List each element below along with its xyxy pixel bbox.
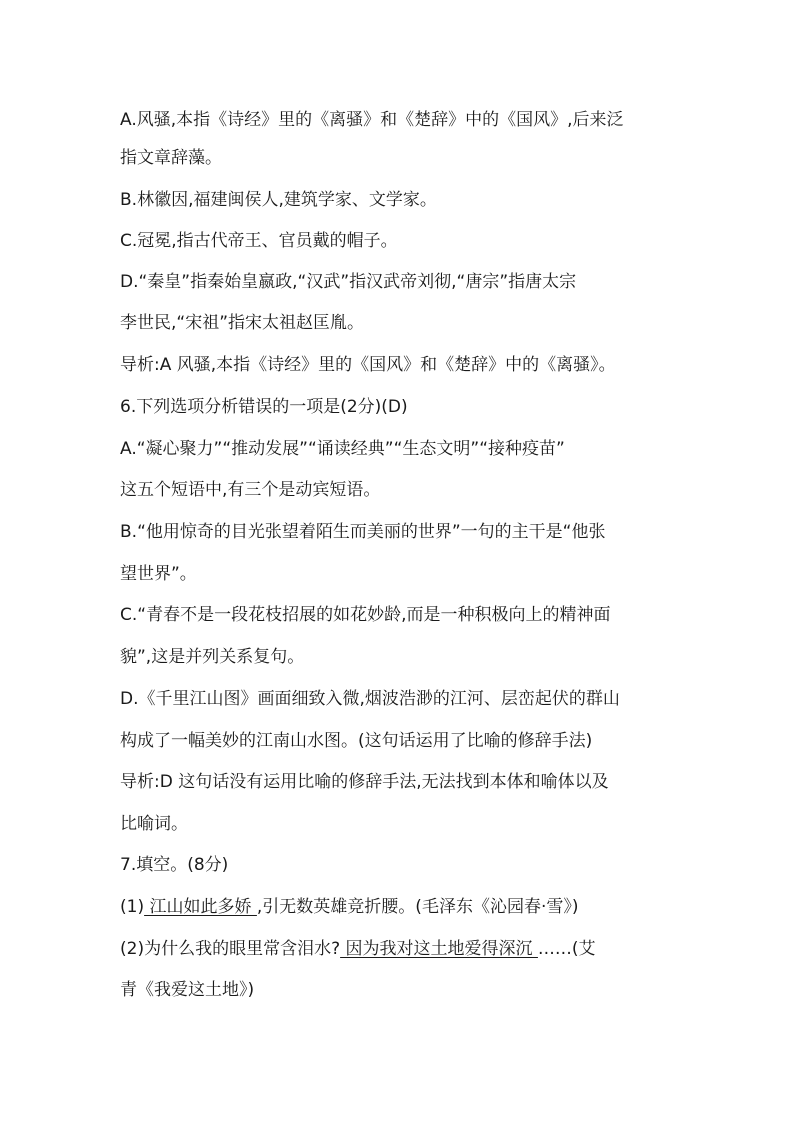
q6-option-a-line2: 这五个短语中,有三个是动宾短语。 xyxy=(120,480,381,500)
option-a-line2: 指文章辞藻。 xyxy=(120,148,222,168)
option-b: B.林徽因,福建闽侯人,建筑学家、文学家。 xyxy=(120,190,437,210)
q6-option-b-line1: B.“他用惊奇的目光张望着陌生而美丽的世界”一句的主干是“他张 xyxy=(120,522,606,542)
fill-blank-2-cont: 青《我爱这土地》) xyxy=(120,980,255,1000)
q6-option-c-line2: 貌”,这是并列关系复句。 xyxy=(120,647,305,667)
option-d-line2: 李世民,“宋祖”指宋太祖赵匡胤。 xyxy=(120,313,365,333)
q6-option-c-line1: C.“青春不是一段花枝招展的如花妙龄,而是一种积极向上的精神面 xyxy=(120,605,611,625)
fill-1-suffix: ,引无数英雄竞折腰。(毛泽东《沁园春·雪》) xyxy=(256,897,579,917)
q6-option-b-line2: 望世界”。 xyxy=(120,564,197,584)
fill-1-prefix: (1) xyxy=(120,897,145,917)
option-a-line1: A.风骚,本指《诗经》里的《离骚》和《楚辞》中的《国风》,后来泛 xyxy=(120,110,624,130)
q6-option-d-line1: D.《千里江山图》画面细致入微,烟波浩渺的江河、层峦起伏的群山 xyxy=(120,689,620,709)
fill-2-suffix: ……(艾 xyxy=(537,939,596,959)
q6-option-d-line2: 构成了一幅美妙的江南山水图。(这句话运用了比喻的修辞手法) xyxy=(120,731,593,751)
option-c: C.冠冕,指古代帝王、官员戴的帽子。 xyxy=(120,231,398,251)
fill-2-answer: 因为我对这土地爱得深沉 xyxy=(340,939,538,959)
fill-blank-1 xyxy=(120,895,578,919)
fill-1-answer: 江山如此多娇 xyxy=(144,897,257,917)
option-d-line1: D.“秦皇”指秦始皇嬴政,“汉武”指汉武帝刘彻,“唐宗”指唐太宗 xyxy=(120,272,577,292)
question-6: 6.下列选项分析错误的一项是(2分)(D) xyxy=(120,397,408,417)
q6-option-a-line1: A.“凝心聚力”“推动发展”“诵读经典”“生态文明”“接种疫苗” xyxy=(120,439,565,459)
analysis-6-line1: 导析:D 这句话没有运用比喻的修辞手法,无法找到本体和喻体以及 xyxy=(120,772,609,792)
analysis-6-line2: 比喻词。 xyxy=(120,814,188,834)
analysis-5: 导析:A 风骚,本指《诗经》里的《国风》和《楚辞》中的《离骚》。 xyxy=(120,355,616,375)
fill-blank-2 xyxy=(120,937,596,961)
fill-2-prefix: (2)为什么我的眼里常含泪水? xyxy=(120,939,341,959)
question-7: 7.填空。(8分) xyxy=(120,855,229,875)
